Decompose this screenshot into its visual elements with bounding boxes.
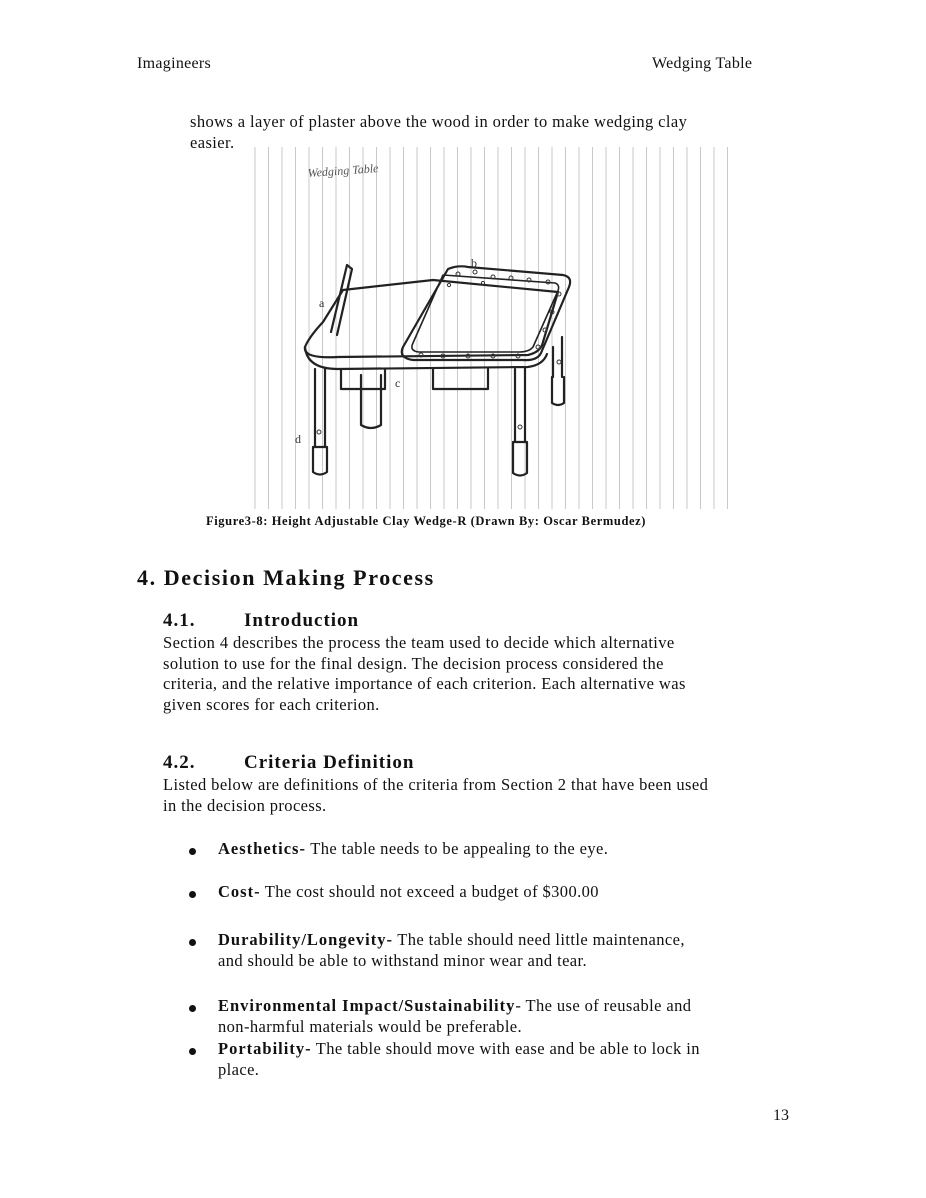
criteria-term: Portability- (218, 1039, 312, 1058)
page-number: 13 (773, 1107, 789, 1124)
label-d: d (295, 432, 301, 446)
table-drawing (305, 265, 570, 476)
criteria-term: Cost- (218, 882, 261, 901)
criteria-term: Environmental Impact/Sustainability (218, 996, 516, 1015)
header-left: Imagineers (137, 55, 212, 72)
sketch-title: Wedging Table (307, 161, 379, 180)
section-4-1-line: criteria, and the relative importance of each criterion. Each alternative was (163, 674, 686, 693)
label-c: c (395, 376, 401, 390)
section-4-2-line: Listed below are definitions of the criteria from Section 2 that have been used (163, 775, 709, 794)
notebook-rule-lines (255, 147, 728, 509)
section-4-2-body (163, 775, 708, 816)
criteria-item-cost (218, 882, 599, 903)
figure-caption: Figure3-8: Height Adjustable Clay Wedge-R (Drawn By: Oscar Bermudez) (206, 514, 647, 528)
section-4-2-line: in the decision process. (163, 795, 327, 815)
bullet-icon (189, 891, 196, 898)
header-right: Wedging Table (652, 55, 753, 72)
criteria-desc-cont: and should be able to withstand minor wear and tear. (218, 950, 588, 970)
criteria-item-environmental (218, 996, 691, 1037)
section-4-1-line: solution to use for the final design. The decision process considered the (163, 653, 664, 673)
bullet-icon (189, 1048, 196, 1055)
criteria-desc-cont: place. (218, 1059, 260, 1079)
section-4-heading: 4. Decision Making Process (137, 565, 435, 590)
criteria-term: Durability/Longevity- (218, 930, 394, 949)
intro-line-1: shows a layer of plaster above the wood in order to make wedging clay (190, 112, 688, 131)
label-b: b (471, 256, 477, 270)
criteria-item-aesthetics (218, 839, 608, 860)
criteria-desc: - The use of reusable and (515, 996, 692, 1015)
criteria-item-portability (218, 1039, 700, 1080)
bullet-icon (189, 1005, 196, 1012)
section-4-2-title: Criteria Definition (244, 752, 415, 773)
bullet-icon (189, 939, 196, 946)
section-4-1-line: Section 4 describes the process the team used to decide which alternative (163, 633, 675, 652)
criteria-desc: The table should need little maintenance, (393, 930, 685, 949)
criteria-desc-cont: non-harmful materials would be preferable. (218, 1016, 523, 1036)
criteria-desc: The cost should not exceed a budget of $300.00 (260, 882, 599, 901)
wedging-table-sketch (243, 147, 730, 509)
section-4-1-number: 4.1. (163, 610, 196, 631)
intro-line-2: easier. (190, 132, 235, 152)
section-4-1-title: Introduction (244, 610, 360, 631)
criteria-desc: The table needs to be appealing to the eye. (305, 839, 609, 858)
criteria-term: Aesthetics- (218, 839, 306, 858)
label-a: a (319, 296, 325, 310)
section-4-2-number: 4.2. (163, 752, 196, 773)
criteria-desc: The table should move with ease and be able to lock in (311, 1039, 700, 1058)
criteria-item-durability (218, 930, 685, 971)
bullet-icon (189, 848, 196, 855)
section-4-1-line: given scores for each criterion. (163, 694, 380, 714)
section-4-1-body (163, 633, 686, 715)
